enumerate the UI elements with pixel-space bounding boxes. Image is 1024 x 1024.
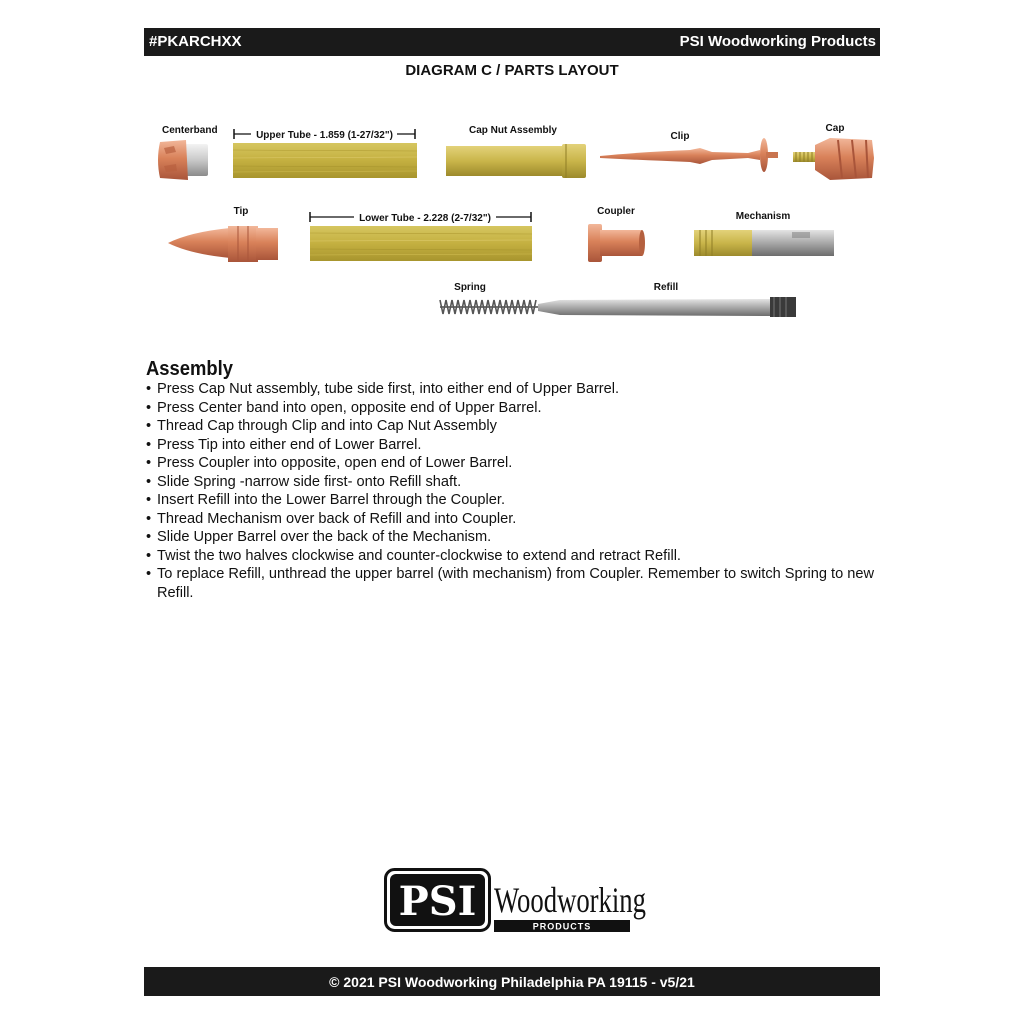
footer-bar xyxy=(144,967,880,996)
assembly-steps-list xyxy=(146,380,881,602)
upper-tube-part xyxy=(233,143,417,178)
label-centerband: Centerband xyxy=(162,125,218,136)
cap-nut-assembly-part xyxy=(446,144,586,178)
label-lower-tube: Lower Tube - 2.228 (2-7/32") xyxy=(359,213,491,224)
label-cap-nut-assembly: Cap Nut Assembly xyxy=(469,125,557,136)
diagram-title: DIAGRAM C / PARTS LAYOUT xyxy=(405,62,619,79)
assembly-heading: Assembly xyxy=(146,358,233,380)
assembly-step: • Slide Spring -narrow side first- onto Refill shaft. xyxy=(146,473,881,492)
label-upper-tube: Upper Tube - 1.859 (1-27/32") xyxy=(256,130,393,141)
lower-tube-part xyxy=(310,226,532,261)
assembly-step: • Press Cap Nut assembly, tube side first, into either end of Upper Barrel. xyxy=(146,380,881,399)
label-cap: Cap xyxy=(825,123,845,134)
assembly-step: • Press Coupler into opposite, open end of Lower Barrel. xyxy=(146,454,881,473)
logo-products-text: PRODUCTS xyxy=(532,921,592,932)
assembly-step: • Twist the two halves clockwise and counter-clockwise to extend and retract Refill. xyxy=(146,547,881,566)
label-coupler: Coupler xyxy=(597,206,635,217)
product-code: #PKARCHXX xyxy=(149,33,242,50)
assembly-step: • Press Center band into open, opposite end of Upper Barrel. xyxy=(146,399,881,418)
centerband-part xyxy=(158,140,208,180)
spring-part xyxy=(440,300,538,314)
assembly-step: • Thread Cap through Clip and into Cap Nut Assembly xyxy=(146,417,881,436)
coupler-part xyxy=(588,224,645,262)
assembly-step: • Press Tip into either end of Lower Barrel. xyxy=(146,436,881,455)
assembly-step: • Slide Upper Barrel over the back of the Mechanism. xyxy=(146,528,881,547)
logo-psi-text: PSI xyxy=(398,878,477,925)
copyright-text: © 2021 PSI Woodworking Philadelphia PA 19115 - v5/21 xyxy=(329,974,695,990)
psi-woodworking-logo xyxy=(384,868,648,934)
refill-part xyxy=(538,297,796,317)
label-mechanism: Mechanism xyxy=(735,211,791,222)
assembly-step: • Insert Refill into the Lower Barrel through the Coupler. xyxy=(146,491,881,510)
assembly-step: • To replace Refill, unthread the upper barrel (with mechanism) from Coupler. Remember to switch Spring to new Refill. xyxy=(146,565,881,602)
mechanism-part xyxy=(694,230,834,256)
label-tip: Tip xyxy=(233,206,249,217)
label-refill: Refill xyxy=(653,282,679,293)
brand-name: PSI Woodworking Products xyxy=(679,33,876,50)
tip-part xyxy=(168,226,278,262)
label-clip: Clip xyxy=(670,131,690,142)
cap-part xyxy=(793,138,874,180)
label-spring: Spring xyxy=(454,282,486,293)
clip-part xyxy=(600,138,778,172)
assembly-step: • Thread Mechanism over back of Refill and into Coupler. xyxy=(146,510,881,529)
logo-woodworking-text: Woodworking xyxy=(494,880,646,920)
parts-diagram xyxy=(0,0,1024,340)
